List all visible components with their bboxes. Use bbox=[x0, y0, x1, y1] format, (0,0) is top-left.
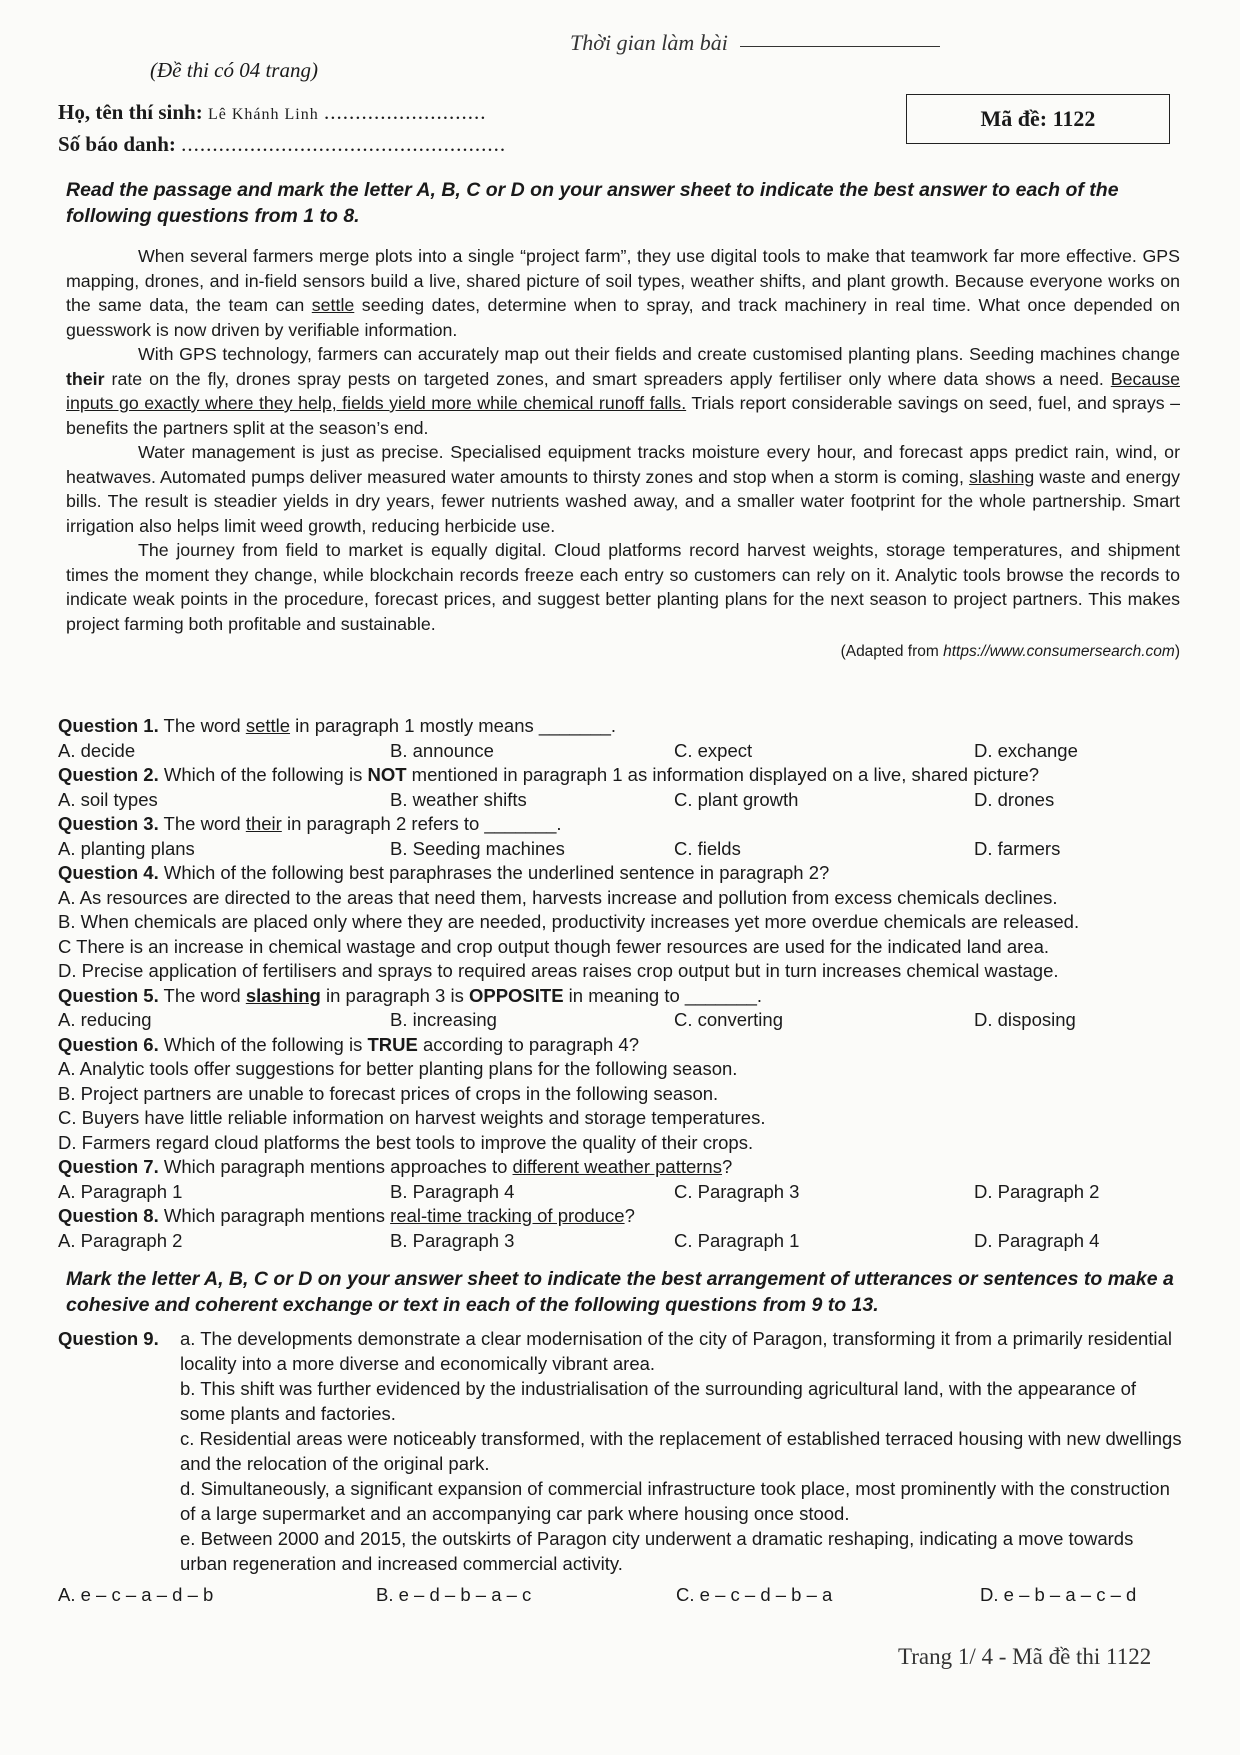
question-5-label: Question 5. bbox=[58, 984, 159, 1006]
q9-option-d[interactable]: D. e – b – a – c – d bbox=[980, 1584, 1137, 1605]
q1-stem-a: The word bbox=[158, 715, 246, 736]
p2-word-their: their bbox=[66, 368, 105, 389]
q7-option-c[interactable]: C. Paragraph 3 bbox=[674, 1180, 800, 1202]
question-1-options bbox=[58, 739, 1182, 764]
question-8-stem bbox=[58, 1204, 1182, 1229]
name-label: Họ, tên thí sinh: bbox=[58, 100, 203, 124]
q9-sentence-b: b. This shift was further evidenced by the industrialisation of the surrounding agricultural land, with the appearance of some plants and factories. bbox=[180, 1378, 1137, 1424]
q5-stem-b: in paragraph 3 is bbox=[320, 984, 469, 1006]
q6-option-a[interactable]: A. Analytic tools offer suggestions for better planting plans for the following season. bbox=[58, 1058, 738, 1079]
q1-option-c[interactable]: C. expect bbox=[674, 739, 753, 761]
question-4-label: Question 4. bbox=[58, 862, 159, 883]
id-dots: .......................... bbox=[181, 132, 344, 156]
q9-sentence-a: a. The developments demonstrate a clear modernisation of the city of Paragon, transforming it from a primarily residential locality into a more diverse and economically vibrant area. bbox=[180, 1328, 1172, 1374]
question-8-options bbox=[58, 1229, 1182, 1254]
q5-stem-a: The word bbox=[158, 984, 246, 1006]
p3-underlined-slashing: slashing bbox=[968, 466, 1035, 487]
q8-option-a[interactable]: A. Paragraph 2 bbox=[58, 1229, 183, 1251]
q4-stem: Which of the following best paraphrases the underlined sentence in paragraph 2? bbox=[158, 862, 830, 883]
candidate-id-line bbox=[58, 132, 506, 157]
paragraph-4: The journey from field to market is equally digital. Cloud platforms record harvest weights, storage temperatures, and shipment times the moment they change, while blockchain records freeze each entry so customers can rely on it. Analytic tools browse the records to indicate weak points in the procedure, forecast prices, and suggest better planting plans for the next season to project partners. This makes project farming both profitable and sustainable. bbox=[66, 540, 1180, 634]
question-6-label: Question 6. bbox=[58, 1033, 159, 1055]
q5-option-a[interactable]: A. reducing bbox=[58, 1009, 152, 1030]
p1-underlined-settle: settle bbox=[311, 295, 355, 315]
paragraph-1 bbox=[66, 244, 1180, 342]
q9-sentence-e: e. Between 2000 and 2015, the outskirts of Paragon city underwent a dramatic reshaping, indicating a move towards urban regeneration and increased commercial activity. bbox=[180, 1528, 1134, 1574]
exam-code-box: Mã đề: 1122 bbox=[906, 94, 1170, 144]
q8-stem-a: Which paragraph mentions bbox=[158, 1205, 391, 1226]
question-9-sentences bbox=[180, 1327, 1182, 1577]
section1-instruction: Read the passage and mark the letter A, B, C or D on your answer sheet to indicate the best answer to each of the following questions from 1 to 8. bbox=[66, 179, 1119, 227]
source-prefix: (Adapted from bbox=[840, 643, 944, 660]
q9-sentence-d: d. Simultaneously, a significant expansion of commercial infrastructure took place, most prominently with the construction of a large supermarket and an accompanying car park where housing once stood. bbox=[180, 1478, 1170, 1524]
q5-stem-c: in meaning to _______. bbox=[563, 984, 763, 1006]
q1-stem-b: in paragraph 1 mostly means _______. bbox=[290, 715, 617, 736]
p2-underlined-sentence: Because inputs go exactly where they help, fields yield more while chemical runoff falls. bbox=[66, 368, 1180, 413]
question-1-stem bbox=[58, 714, 1182, 739]
q6-stem-a: Which of the following is bbox=[158, 1033, 368, 1055]
p2-text-c: Trials report considerable savings on seed, fuel, and sprays – benefits the partners split at the season’s end. bbox=[66, 393, 1180, 438]
question-2-label: Question 2. bbox=[58, 764, 159, 785]
p1-text-b: seeding dates, determine when to spray, and track machinery in real time. What once depended on guesswork is now driven by verifiable information. bbox=[66, 295, 1180, 340]
question-5-options bbox=[58, 1008, 1182, 1033]
q4-option-c[interactable]: C There is an increase in chemical wastage and crop output though fewer resources are used for the indicated land area. bbox=[58, 935, 1050, 957]
question-9-options bbox=[58, 1583, 1182, 1608]
q3-option-b[interactable]: B. Seeding machines bbox=[390, 837, 565, 859]
id-label: Số báo danh: bbox=[58, 132, 176, 156]
q8-stem-b: ? bbox=[624, 1205, 635, 1226]
q8-stem-underlined: real-time tracking of produce bbox=[390, 1205, 625, 1226]
q2-stem-bold: NOT bbox=[367, 764, 407, 785]
time-underline bbox=[740, 46, 940, 47]
p1-text-a: When several farmers merge plots into a single “project farm”, they use digital tools to make that teamwork far more effective. GPS mapping, drones, and in-field sensors build a live, shared picture of soil types, weather shifts, and plant growth. Because everyone works on the same data, the team can bbox=[66, 246, 1180, 315]
q2-option-c[interactable]: C. plant growth bbox=[674, 788, 799, 810]
name-value: Lê Khánh Linh bbox=[207, 106, 319, 123]
q3-stem-b: in paragraph 2 refers to _______. bbox=[281, 813, 562, 834]
name-dots: .......................... bbox=[323, 100, 487, 124]
question-9-label: Question 9. bbox=[58, 1328, 159, 1349]
question-7-options bbox=[58, 1180, 1182, 1205]
question-2-options bbox=[58, 788, 1182, 813]
q7-stem-a: Which paragraph mentions approaches to bbox=[158, 1156, 513, 1177]
question-1-label: Question 1. bbox=[58, 715, 159, 736]
question-7-stem bbox=[58, 1155, 1182, 1180]
question-7-label: Question 7. bbox=[58, 1156, 159, 1177]
q8-option-c[interactable]: C. Paragraph 1 bbox=[674, 1229, 800, 1251]
candidate-name-line bbox=[58, 100, 486, 125]
section2-instruction: Mark the letter A, B, C or D on your answer sheet to indicate the best arrangement of utterances or sentences to make a cohesive and coherent exchange or text in each of the following questions from 9 to 13. bbox=[66, 1268, 1174, 1316]
id-dots-2: .......................... bbox=[343, 132, 507, 156]
q3-stem-underlined: their bbox=[245, 813, 282, 834]
q6-stem-bold: TRUE bbox=[367, 1033, 418, 1055]
p2-text-a: With GPS technology, farmers can accurately map out their fields and create customised planting plans. Seeding machines change bbox=[138, 344, 1180, 364]
q3-option-a[interactable]: A. planting plans bbox=[58, 837, 195, 859]
question-4-stem bbox=[58, 861, 1182, 886]
q2-stem-b: mentioned in paragraph 1 as information displayed on a live, shared picture? bbox=[406, 764, 1040, 785]
q9-sentence-c: c. Residential areas were noticeably transformed, with the replacement of established terraced housing with new dwellings and the relocation of the original park. bbox=[180, 1428, 1182, 1474]
source-url: https://www.consumersearch.com bbox=[943, 643, 1175, 660]
q7-option-d[interactable]: D. Paragraph 2 bbox=[974, 1180, 1100, 1202]
q5-option-c[interactable]: C. converting bbox=[674, 1009, 783, 1030]
q9-option-a[interactable]: A. e – c – a – d – b bbox=[58, 1584, 214, 1605]
q8-option-b[interactable]: B. Paragraph 3 bbox=[390, 1229, 515, 1251]
q9-option-c[interactable]: C. e – c – d – b – a bbox=[676, 1584, 833, 1605]
question-3-stem bbox=[58, 812, 1182, 837]
question-5-stem bbox=[58, 984, 1182, 1009]
q7-stem-underlined: different weather patterns bbox=[512, 1156, 722, 1177]
q2-option-d[interactable]: D. drones bbox=[974, 788, 1055, 810]
q5-option-d[interactable]: D. disposing bbox=[974, 1009, 1076, 1030]
q9-option-b[interactable]: B. e – d – b – a – c bbox=[376, 1584, 532, 1605]
q1-option-a[interactable]: A. decide bbox=[58, 739, 136, 761]
reading-passage bbox=[66, 244, 1180, 665]
q5-option-b[interactable]: B. increasing bbox=[390, 1009, 497, 1030]
q1-stem-underlined: settle bbox=[245, 715, 291, 736]
q4-option-b[interactable]: B. When chemicals are placed only where they are needed, productivity increases yet more overdue chemicals are released. bbox=[58, 911, 1080, 932]
exam-time-note: Thời gian làm bài bbox=[570, 30, 728, 55]
q5-stem-bold: OPPOSITE bbox=[468, 984, 564, 1006]
q6-option-b[interactable]: B. Project partners are unable to forecast prices of crops in the following season. bbox=[58, 1082, 719, 1104]
q4-option-a[interactable]: A. As resources are directed to the areas that need them, harvests increase and pollution from excess chemicals declines. bbox=[58, 886, 1058, 908]
questions-1-8 bbox=[58, 714, 1182, 1253]
q7-option-a[interactable]: A. Paragraph 1 bbox=[58, 1180, 183, 1202]
page-footer: Trang 1/ 4 - Mã đề thi 1122 bbox=[898, 1644, 1152, 1669]
p3-text-a: Water management is just as precise. Specialised equipment tracks moisture every hour, and forecast apps predict rain, wind, or heatwaves. Automated pumps deliver measured water amounts to thirsty zones and stop when a storm is coming, bbox=[66, 442, 1180, 487]
q7-option-b[interactable]: B. Paragraph 4 bbox=[390, 1180, 515, 1202]
q5-stem-underlined: slashing bbox=[245, 984, 321, 1006]
question-8-label: Question 8. bbox=[58, 1205, 159, 1226]
p2-text-b: rate on the fly, drones spray pests on targeted zones, and smart spreaders apply fertiliser only where data shows a need. bbox=[104, 368, 1111, 389]
q4-option-d[interactable]: D. Precise application of fertilisers and sprays to required areas raises crop output but in turn increases chemical wastage. bbox=[58, 960, 1059, 981]
paragraph-2 bbox=[66, 342, 1180, 440]
q1-option-b[interactable]: B. announce bbox=[390, 739, 494, 761]
q3-option-c[interactable]: C. fields bbox=[674, 837, 741, 859]
q2-option-a[interactable]: A. soil types bbox=[58, 788, 158, 810]
q2-stem-a: Which of the following is bbox=[158, 764, 368, 785]
q3-stem-a: The word bbox=[158, 813, 246, 834]
q6-option-d[interactable]: D. Farmers regard cloud platforms the best tools to improve the quality of their crops. bbox=[58, 1131, 754, 1153]
passage-source bbox=[66, 640, 1180, 665]
question-3-label: Question 3. bbox=[58, 813, 159, 834]
q8-option-d[interactable]: D. Paragraph 4 bbox=[974, 1229, 1100, 1251]
p3-text-b: waste and energy bills. The result is steadier yields in dry years, fewer nutrients washed away, and a smaller water footprint for the whole partnership. Smart irrigation also helps limit weed growth, reducing herbicide use. bbox=[66, 466, 1180, 536]
q3-option-d[interactable]: D. farmers bbox=[974, 837, 1061, 859]
paragraph-3 bbox=[66, 440, 1180, 538]
q7-stem-b: ? bbox=[721, 1156, 733, 1177]
q6-stem-b: according to paragraph 4? bbox=[417, 1033, 639, 1055]
q2-option-b[interactable]: B. weather shifts bbox=[390, 788, 527, 810]
pages-note: (Đề thi có 04 trang) bbox=[150, 58, 318, 82]
source-suffix: ) bbox=[1174, 643, 1180, 660]
question-9 bbox=[58, 1327, 1182, 1608]
q1-option-d[interactable]: D. exchange bbox=[974, 739, 1078, 761]
question-3-options bbox=[58, 837, 1182, 862]
q6-option-c[interactable]: C. Buyers have little reliable information on harvest weights and storage temperatures. bbox=[58, 1107, 766, 1128]
question-2-stem bbox=[58, 763, 1182, 788]
question-6-stem bbox=[58, 1033, 1182, 1058]
